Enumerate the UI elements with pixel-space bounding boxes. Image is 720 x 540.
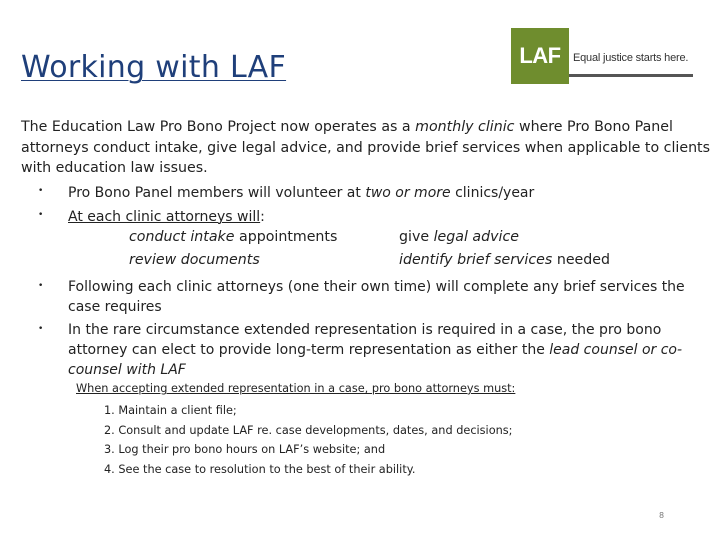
bullet-each-clinic-colon: : [260, 209, 265, 225]
laf-logo [511, 28, 694, 84]
task-identify-emphasis: identify brief services [399, 252, 553, 268]
task-give-advice [399, 229, 519, 245]
extended-requirements-list [104, 401, 512, 479]
bullet-volunteer-text-1: Pro Bono Panel members will volunteer at [68, 185, 366, 201]
task-review-emphasis: review documents [129, 252, 260, 268]
bullet-volunteer-emphasis: two or more [365, 185, 451, 201]
laf-logo-mark: LAF [511, 28, 569, 84]
requirement-item: 1. Maintain a client file; [104, 404, 237, 417]
extended-requirements-heading: When accepting extended representation in a case, pro bono attorneys must: [76, 382, 516, 395]
requirement-item: 3. Log their pro bono hours on LAF’s website; and [104, 443, 386, 456]
bullet-marker: • [38, 324, 44, 334]
page-title: Working with LAF [21, 50, 287, 85]
page-number: 8 [659, 511, 665, 520]
task-intake-emphasis: conduct intake [129, 229, 235, 245]
intro-text-2: where Pro Bono Panel attorneys conduct intake, give legal advice, and provide brief services when applicable to clients with education law issues. [21, 119, 711, 176]
bullet-volunteer [68, 183, 708, 203]
task-identify-rest: needed [552, 252, 611, 268]
bullet-each-clinic [68, 207, 708, 227]
bullet-volunteer-text-2: clinics/year [450, 185, 535, 201]
task-review-documents [129, 252, 260, 268]
requirement-item: 4. See the case to resolution to the best of their ability. [104, 462, 416, 476]
intro-emphasis: monthly clinic [415, 119, 515, 135]
task-advice-emphasis: legal advice [433, 229, 519, 245]
laf-logo-tagline: Equal justice starts here. [573, 52, 689, 64]
intro-text-1: The Education Law Pro Bono Project now operates as a [21, 119, 416, 135]
task-advice-prefix: give [399, 229, 434, 245]
bullet-extended-emphasis: lead counsel or co-counsel with LAF [68, 342, 683, 378]
requirement-item: 2. Consult and update LAF re. case developments, dates, and decisions; [104, 423, 513, 437]
bullet-extended-text: In the rare circumstance extended representation is required in a case, the pro bono attorney can elect to provide long-term representation as either the [68, 322, 662, 358]
task-intake-rest: appointments [234, 229, 338, 245]
task-conduct-intake [129, 229, 337, 245]
bullet-marker: • [38, 210, 44, 220]
bullet-marker: • [38, 281, 44, 291]
bullet-extended-representation [68, 320, 708, 380]
bullet-following-clinic: Following each clinic attorneys (one their own time) will complete any brief services the case requires [68, 279, 685, 315]
intro-paragraph [21, 117, 711, 179]
bullet-marker: • [38, 186, 44, 196]
task-identify-services [399, 252, 610, 268]
laf-logo-rule [569, 74, 693, 77]
bullet-each-clinic-underlined: At each clinic attorneys will [68, 209, 261, 225]
